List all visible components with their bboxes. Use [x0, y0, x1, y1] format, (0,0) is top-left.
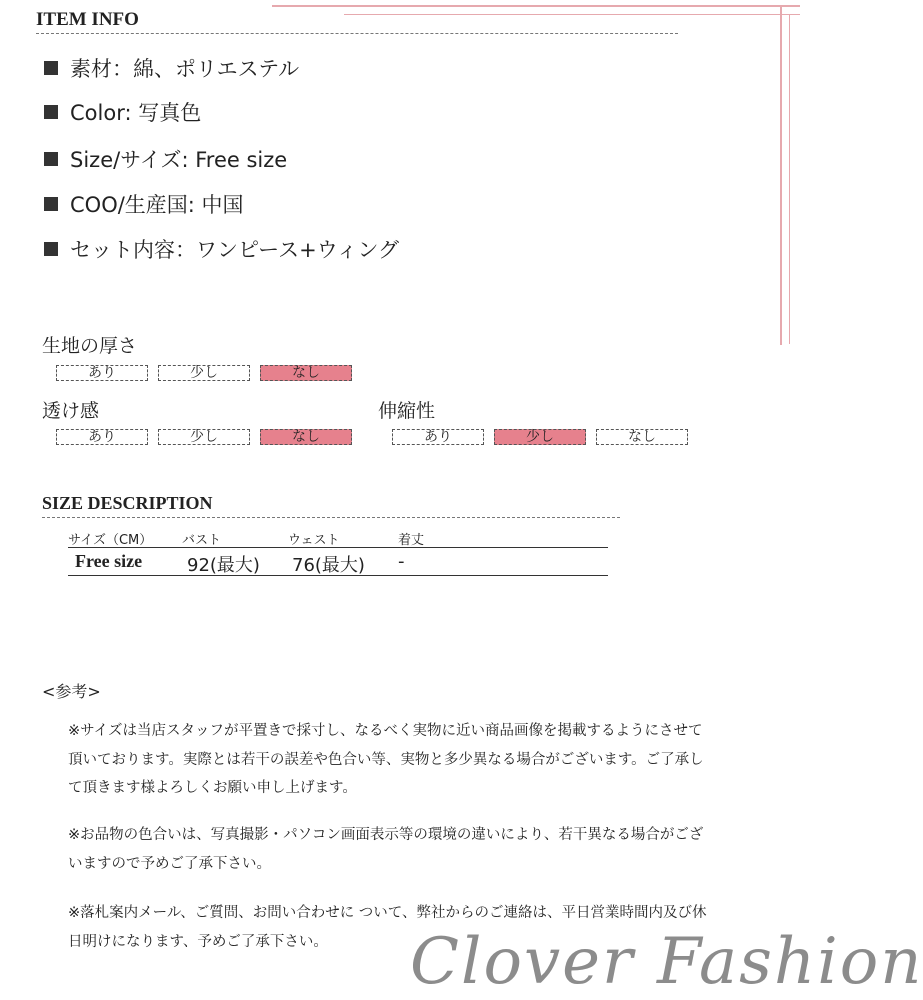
info-item-origin: [44, 189, 244, 219]
thickness-option-yes: あり: [56, 365, 148, 381]
size-row-underline: [68, 575, 608, 576]
transparency-option-yes: あり: [56, 429, 148, 445]
bullet-square-icon: [44, 105, 58, 119]
notes-title: <参考>: [42, 682, 101, 701]
info-item-label: COO/生産国: 中国: [70, 193, 244, 217]
size-value-size: Free size: [75, 551, 143, 571]
thickness-label: 生地の厚さ: [42, 335, 138, 357]
size-value-waist: 76(最大): [292, 555, 365, 576]
info-item-label: セット内容：ワンピース+ウィング: [70, 238, 400, 262]
size-value-bust: 92(最大): [187, 555, 260, 576]
size-header-length: 着丈: [398, 533, 425, 548]
stretch-option-none: なし: [596, 429, 688, 445]
note-paragraph-3: ※落札案内メール、ご質問、お問い合わせに ついて、弊社からのご連絡は、平日営業時間内及び休日明けになります、予めご了承下さい。: [68, 905, 707, 950]
decorative-line-top-inner: [344, 14, 800, 15]
info-item-material: [44, 53, 299, 83]
thickness-option-little: 少し: [158, 365, 250, 381]
decorative-line-top-outer: [272, 5, 800, 7]
bullet-square-icon: [44, 242, 58, 256]
size-header-waist: ウェスト: [288, 533, 340, 548]
info-item-label: 素材：綿、ポリエステル: [70, 57, 300, 81]
stretch-option-little: 少し: [494, 429, 586, 445]
stretch-label: 伸縮性: [378, 400, 436, 422]
decorative-line-right-outer: [780, 5, 782, 345]
note-paragraph-2: ※お品物の色合いは、写真撮影・パソコン画面表示等の環境の違いにより、若干異なる場合がございますので予めご了承下さい。: [68, 827, 704, 872]
decorative-line-right-inner: [789, 14, 790, 344]
bullet-square-icon: [44, 197, 58, 211]
size-header-bust: バスト: [182, 533, 222, 548]
transparency-option-little: 少し: [158, 429, 250, 445]
transparency-option-none: なし: [260, 429, 352, 445]
bullet-square-icon: [44, 61, 58, 75]
item-info-divider: [36, 33, 678, 34]
brand-logo: Clover Fashion: [410, 925, 923, 999]
size-header-size: サイズ（CM）: [68, 533, 153, 548]
size-header-underline: [68, 547, 608, 548]
size-description-divider: [42, 517, 620, 518]
note-paragraph-1: ※サイズは当店スタッフが平置きで採寸し、なるべく実物に近い商品画像を掲載するようにさせて頂いております。実際とは若干の誤差や色合い等、実物と多少異なる場合がございます。ご了承して頂きます様よろしくお願い申し上げます。: [68, 723, 704, 796]
info-item-size: [44, 144, 287, 174]
thickness-option-none: なし: [260, 365, 352, 381]
info-item-label: Color: 写真色: [70, 101, 202, 125]
info-item-label: Size/サイズ: Free size: [70, 148, 288, 172]
item-info-title: ITEM INFO: [36, 9, 139, 30]
size-value-length: -: [398, 551, 405, 572]
bullet-square-icon: [44, 152, 58, 166]
info-item-set-contents: [44, 234, 399, 264]
size-description-title: SIZE DESCRIPTION: [42, 493, 213, 513]
transparency-label: 透け感: [42, 400, 100, 422]
info-item-color: [44, 97, 201, 127]
stretch-option-yes: あり: [392, 429, 484, 445]
